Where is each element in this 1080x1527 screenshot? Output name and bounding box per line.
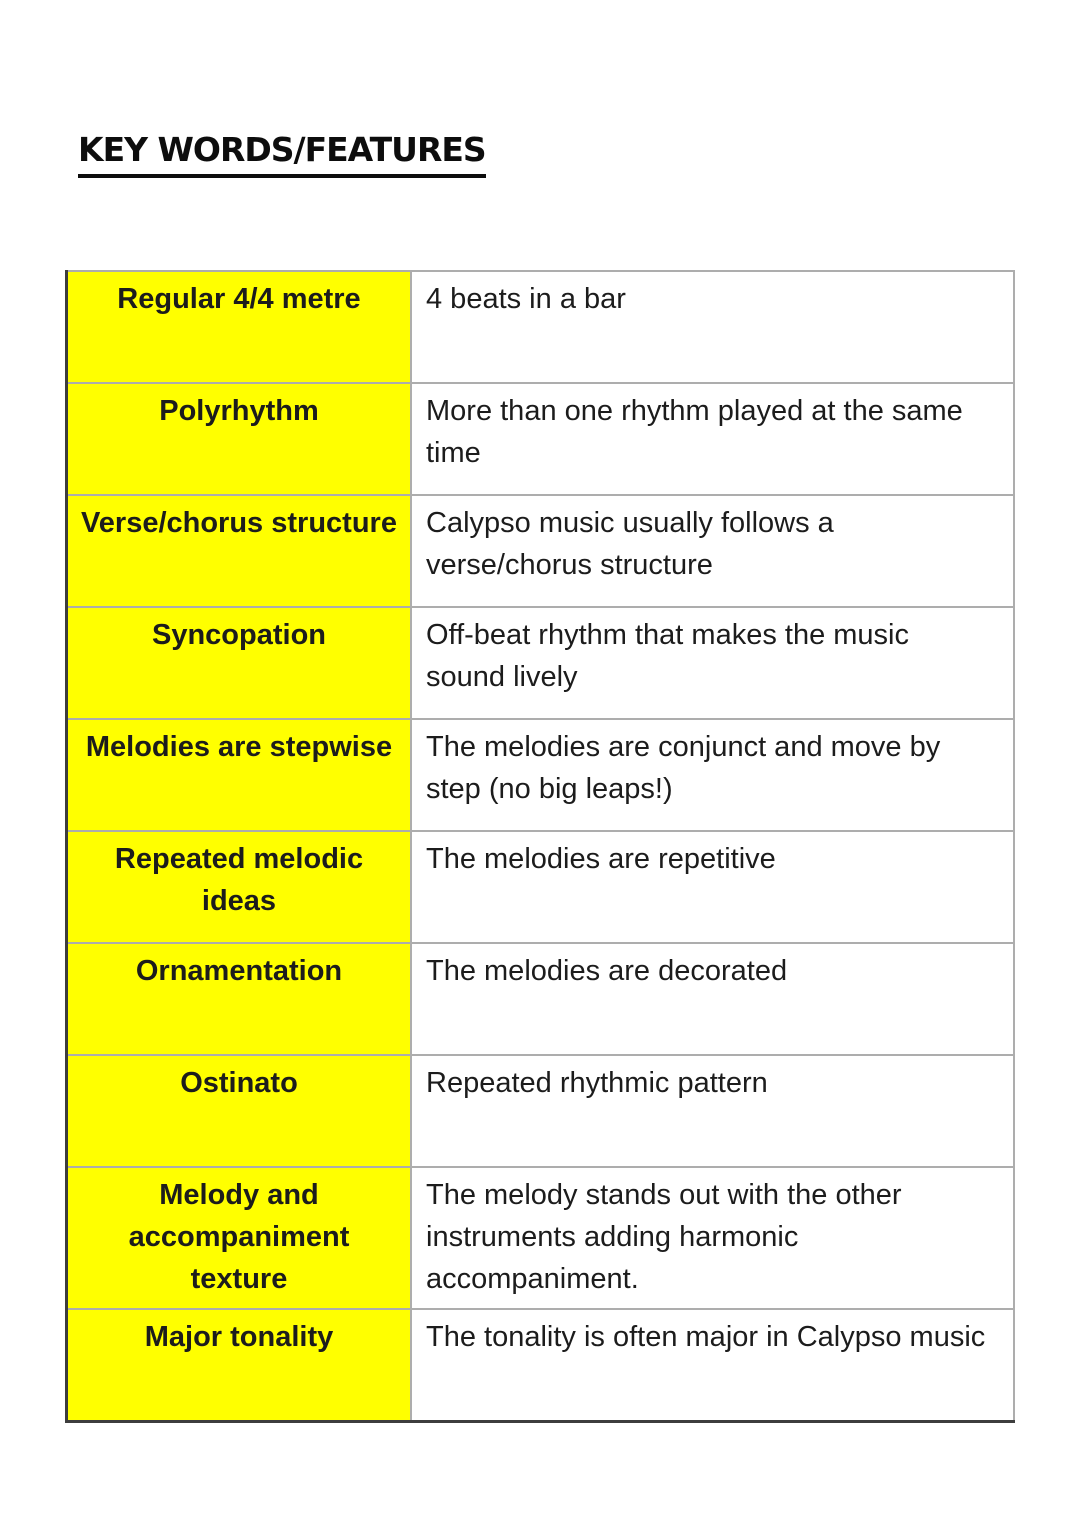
table-row (67, 1309, 1015, 1422)
table-row (67, 1167, 1015, 1309)
keywords-table-body (67, 271, 1015, 1422)
keywords-table (65, 270, 1015, 1423)
keyword-term-cell: Regular 4/4 metre (67, 271, 412, 383)
keyword-definition-cell: The tonality is often major in Calypso music (411, 1309, 1014, 1422)
keyword-definition-cell: Off-beat rhythm that makes the music sound lively (411, 607, 1014, 719)
keyword-definition-cell: Calypso music usually follows a verse/chorus structure (411, 495, 1014, 607)
keywords-table-container (65, 270, 1015, 1423)
keyword-term-cell: Verse/chorus structure (67, 495, 412, 607)
table-row (67, 271, 1015, 383)
keyword-term-cell: Melodies are stepwise (67, 719, 412, 831)
keyword-definition-cell: The melodies are repetitive (411, 831, 1014, 943)
table-row (67, 383, 1015, 495)
table-row (67, 495, 1015, 607)
table-row (67, 1055, 1015, 1167)
keyword-term-cell: Ostinato (67, 1055, 412, 1167)
table-row (67, 943, 1015, 1055)
keyword-term-cell: Repeated melodic ideas (67, 831, 412, 943)
keyword-term-cell: Ornamentation (67, 943, 412, 1055)
keyword-term-cell: Melody and accompaniment texture (67, 1167, 412, 1309)
keyword-definition-cell: Repeated rhythmic pattern (411, 1055, 1014, 1167)
page-title: KEY WORDS/FEATURES (78, 130, 486, 178)
table-row (67, 607, 1015, 719)
keyword-term-cell: Polyrhythm (67, 383, 412, 495)
table-row (67, 719, 1015, 831)
keyword-term-cell: Syncopation (67, 607, 412, 719)
keyword-definition-cell: The melodies are conjunct and move by step (no big leaps!) (411, 719, 1014, 831)
keyword-definition-cell: The melody stands out with the other instruments adding harmonic accompaniment. (411, 1167, 1014, 1309)
keyword-term-cell: Major tonality (67, 1309, 412, 1422)
table-row (67, 831, 1015, 943)
keyword-definition-cell: The melodies are decorated (411, 943, 1014, 1055)
keyword-definition-cell: 4 beats in a bar (411, 271, 1014, 383)
keyword-definition-cell: More than one rhythm played at the same time (411, 383, 1014, 495)
